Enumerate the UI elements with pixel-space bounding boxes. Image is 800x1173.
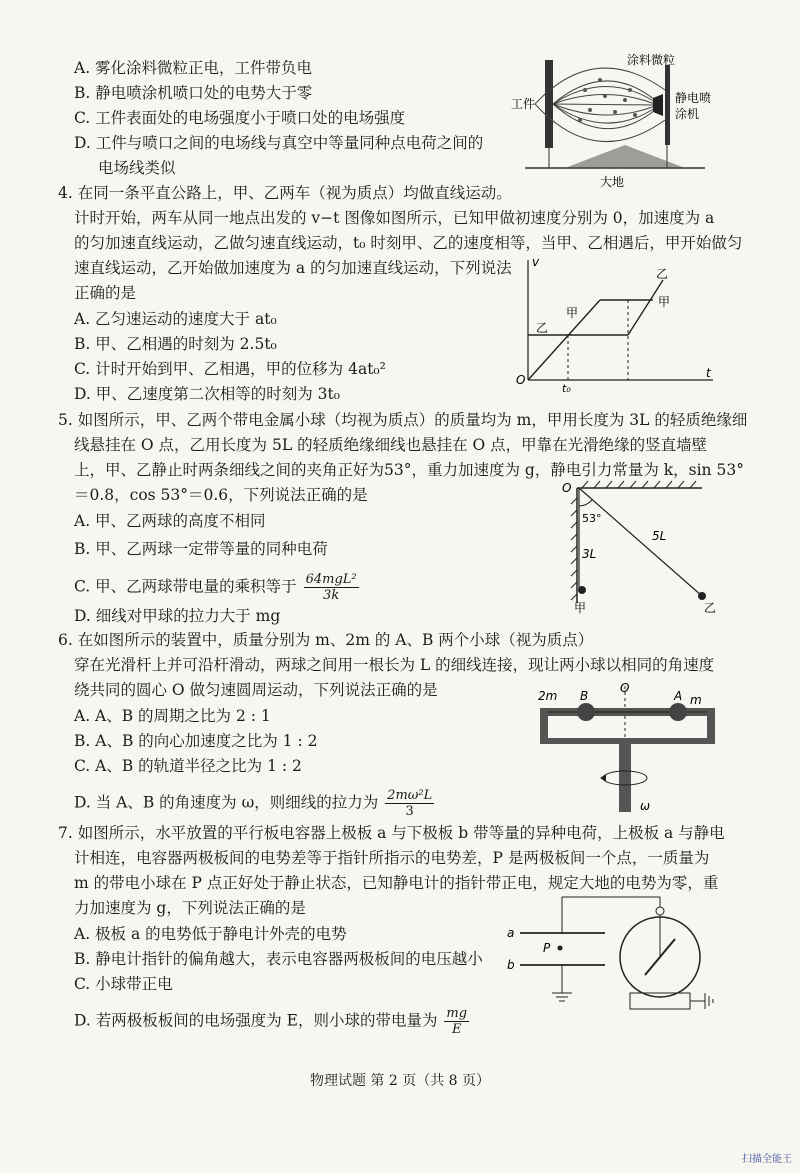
label-b: b [507, 958, 515, 972]
q4-option-a: A. 乙匀速运动的速度大于 at₀ [74, 310, 277, 328]
ground-symbol-case [705, 993, 713, 1009]
page-footer: 物理试题 第 2 页（共 8 页） [309, 1073, 491, 1089]
label-jia-right: 甲 [658, 295, 671, 309]
q7-stem-3: m 的带电小球在 P 点正好处于静止状态，已知静电计的指针带正电，规定大地的电势为零，重 [74, 874, 719, 892]
q4-stem-4: 速直线运动，乙开始做加速度为 a 的匀加速直线运动，下列说法 [74, 259, 512, 277]
ceiling-hatch [582, 481, 696, 488]
q7-stem-1: 7. 如图所示，水平放置的平行板电容器上极板 a 与下极板 b 带等量的异种电荷，上极板 a 与静电 [58, 824, 725, 842]
label-3l: 3L [582, 547, 597, 561]
q6-option-c: C. A、B 的轨道半径之比为 1 : 2 [74, 757, 302, 775]
q3-option-d: D. 工件与喷口之间的电场线与真空中等量同种点电荷之间的 [74, 134, 484, 152]
label-p: P [543, 941, 551, 955]
q6-option-d: D. 当 A、B 的角速度为 ω，则细线的拉力为 $\frac{\text{2mω²L}}{3}$ [74, 788, 433, 819]
q7-stem-4: 力加速度为 g，下列说法正确的是 [74, 899, 306, 917]
q4-option-c: C. 计时开始到甲、乙相遇，甲的位移为 4at₀² [74, 360, 386, 378]
label-jia: 甲 [574, 601, 587, 615]
q7-option-b: B. 静电计指针的偏角越大，表示电容器两极板间的电压越小 [74, 950, 483, 968]
q6-option-b: B. A、B 的向心加速度之比为 1 : 2 [74, 732, 318, 750]
q3-figure-electrostatic-spray [505, 50, 720, 190]
q5-stem-1: 5. 如图所示，甲、乙两个带电金属小球（均视为质点）的质量均为 m，甲用长度为 3L 的轻质绝缘细 [58, 411, 748, 429]
q7-option-d: D. 若两极板板间的电场强度为 E，则小球的带电量为 $\frac{mg}{E}$ [74, 1006, 468, 1037]
ground-symbol-b [552, 993, 572, 1001]
q7-option-a: A. 极板 a 的电势低于静电计外壳的电势 [74, 925, 347, 943]
ball-yi [698, 592, 706, 600]
label-jia-mid: 甲 [566, 306, 579, 320]
q6-stem-1: 6. 在如图所示的装置中，质量分别为 m、2m 的 A、B 两个小球（视为质点） [58, 631, 594, 649]
q6-stem-3: 绕共同的圆心 O 做匀速圆周运动，下列说法正确的是 [74, 681, 438, 699]
q4-vt-graph [508, 252, 718, 392]
label-angle: 53° [582, 512, 602, 525]
label-t: t [706, 366, 711, 380]
workpiece-plate [545, 60, 553, 148]
q3-option-c: C. 工件表面处的电场强度小于喷口处的电场强度 [74, 109, 406, 127]
q7-capacitor-electrometer-figure [505, 885, 720, 1035]
q6-stem-2: 穿在光滑杆上并可沿杆滑动，两球之间用一根长为 L 的细线连接，现让两小球以相同的角速度 [74, 656, 715, 674]
label-workpiece: 工件 [511, 97, 536, 111]
label-omega: ω [640, 799, 651, 813]
q7-option-c: C. 小球带正电 [74, 975, 173, 993]
label-a: A [674, 689, 683, 703]
label-yi: 乙 [704, 601, 717, 615]
label-o: O [562, 481, 572, 495]
q5-option-c-fraction: 64mgL² 3k [305, 572, 357, 603]
frame-bottom [540, 738, 715, 744]
electrometer-base [630, 993, 690, 1009]
q3-option-d-cont: 电场线类似 [98, 159, 176, 177]
label-yi-right: 乙 [656, 267, 669, 281]
label-b: B [580, 689, 589, 703]
q5-option-d: D. 细线对甲球的拉力大于 mg [74, 607, 281, 625]
q3-option-a: A. 雾化涂料微粒正电，工件带负电 [74, 59, 313, 77]
vertical-shaft [619, 744, 631, 812]
rotation-arrowhead [600, 774, 606, 782]
q6-option-d-fraction: $\frac{\text{2mω²L}}{3}$ [387, 788, 433, 819]
spray-nozzle [653, 94, 663, 116]
q6-rotating-rod-figure [528, 678, 723, 818]
q3-option-b: B. 静电喷涂机喷口处的电势大于零 [74, 84, 313, 102]
q5-pendulum-figure [552, 478, 727, 618]
q7-option-d-fraction: $\frac{mg}{E}$ [446, 1006, 468, 1037]
q5-stem-3: 上，甲、乙静止时两条细线之间的夹角正好为53°，重力加速度为 g，静电引力常量为 k，sin 53° [74, 461, 744, 479]
q5-option-a: A. 甲、乙两球的高度不相同 [74, 512, 266, 530]
angle-arc [579, 500, 592, 506]
q4-stem-1: 4. 在同一条平直公路上，甲、乙两车（视为质点）均做直线运动。 [58, 184, 512, 202]
label-a-mass: m [690, 693, 702, 707]
electrometer-knob [656, 907, 664, 915]
label-a: a [507, 926, 515, 940]
label-v: v [532, 255, 540, 269]
line-jia-accel [528, 300, 600, 380]
q7-stem-2: 计相连，电容器两极板间的电势差等于指针所指示的电势差，P 是两极板间一个点，一质量为 [74, 849, 710, 867]
q5-stem-2: 线悬挂在 O 点，乙用长度为 5L 的轻质绝缘细线也悬挂在 O 点，甲靠在光滑绝缘的竖直墙壁 [74, 436, 708, 454]
q5-stem-4: ＝0.8，cos 53°＝0.6，下列说法正确的是 [74, 486, 368, 504]
ball-b [577, 703, 595, 721]
spray-machine-body [665, 65, 670, 145]
ball-jia [578, 586, 586, 594]
label-b-mass: 2m [538, 689, 558, 703]
label-o: O [620, 681, 630, 695]
ball-a [669, 703, 687, 721]
q5-option-b: B. 甲、乙两球一定带等量的同种电荷 [74, 540, 328, 558]
q4-option-b: B. 甲、乙相遇的时刻为 2.5t₀ [74, 335, 277, 353]
label-machine-2: 涂机 [675, 107, 700, 121]
label-t0: t₀ [562, 382, 571, 392]
q4-stem-2: 计时开始，两车从同一地点出发的 v−t 图像如图所示，已知甲做初速度分别为 0，加速度为 a [74, 209, 715, 227]
scanner-watermark: 扫描全能王 [742, 1154, 792, 1165]
label-yi-left: 乙 [536, 321, 549, 335]
label-machine-1: 静电喷 [675, 91, 712, 105]
label-particles: 涂料微粒 [627, 53, 676, 67]
string-5L [579, 488, 702, 596]
q4-stem-5: 正确的是 [74, 284, 137, 302]
q5-option-c: C. 甲、乙两球带电量的乘积等于 64mgL² 3k [74, 572, 357, 603]
wall-hatch [571, 498, 577, 600]
label-ground: 大地 [600, 175, 625, 189]
label-5l: 5L [652, 529, 667, 543]
q4-stem-3: 的匀加速直线运动，乙做匀速直线运动，t₀ 时刻甲、乙的速度相等，当甲、乙相遇后，甲开始做匀 [74, 234, 743, 252]
q4-option-d: D. 甲、乙速度第二次相等的时刻为 3t₀ [74, 385, 340, 403]
label-o: O [516, 373, 526, 387]
point-p [558, 946, 563, 951]
q6-option-a: A. A、B 的周期之比为 2 : 1 [74, 707, 271, 725]
